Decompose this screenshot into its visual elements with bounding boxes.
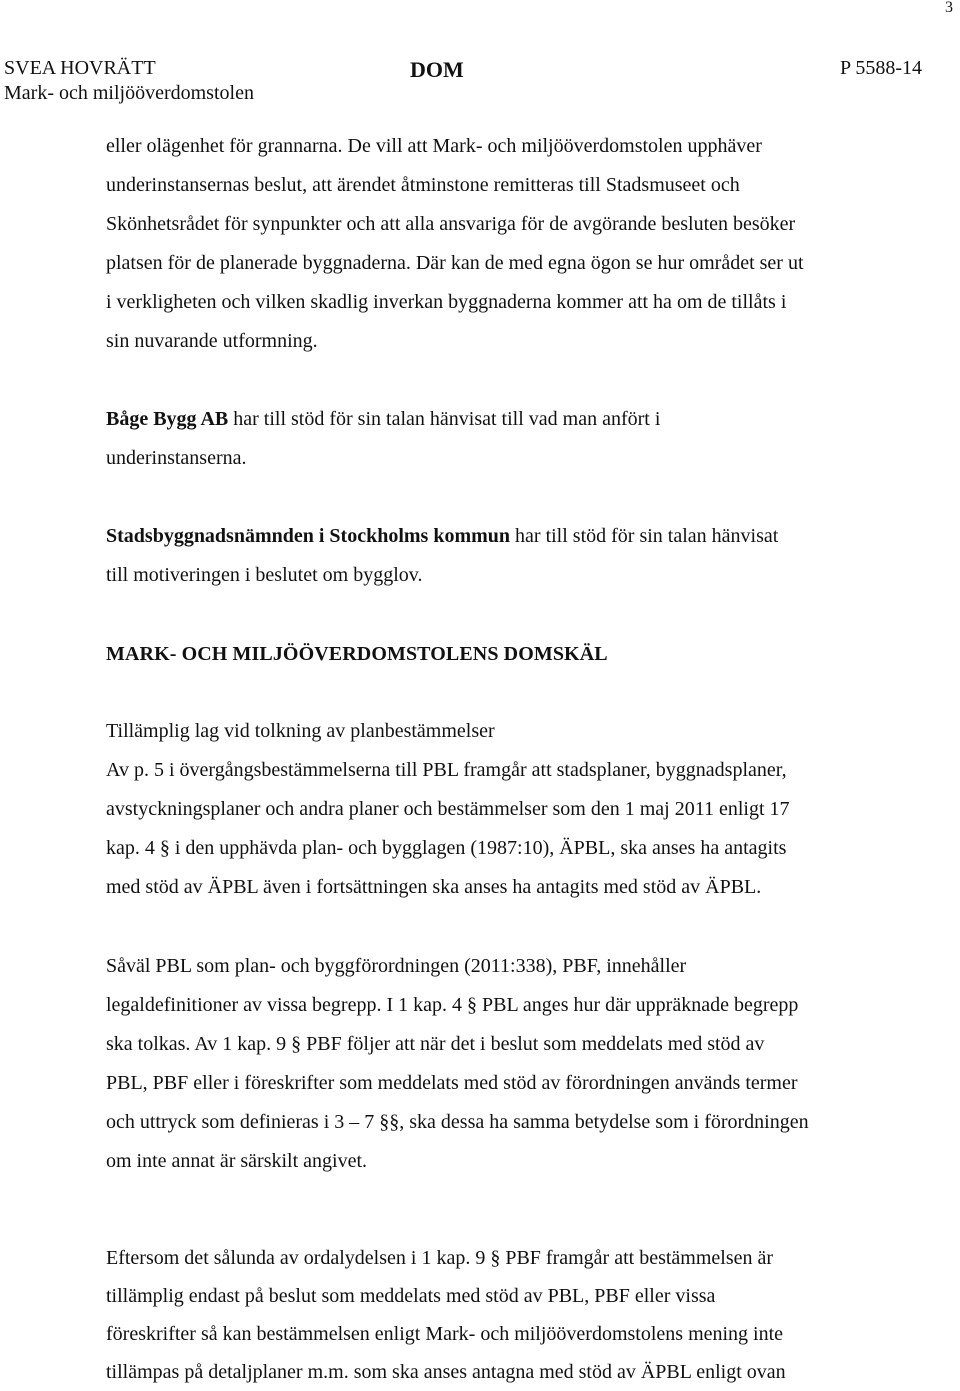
subsection-heading: Tillämplig lag vid tolkning av planbestämmelser <box>106 720 495 742</box>
paragraph-line: om inte annat är särskilt angivet. <box>106 1150 368 1172</box>
paragraph-line: Såväl PBL som plan- och byggförordningen (2011:338), PBF, innehåller <box>106 955 687 977</box>
court-name: SVEA HOVRÄTT <box>4 57 156 79</box>
paragraph-line: tillämplig endast på beslut som meddelats med stöd av PBL, PBF eller vissa <box>106 1285 716 1307</box>
paragraph-legal-definitions <box>106 947 809 1181</box>
paragraph-line: avstyckningsplaner och andra planer och bestämmelser som den 1 maj 2011 enligt 17 <box>106 798 790 820</box>
paragraph-line: och uttryck som definieras i 3 – 7 §§, ska dessa ha samma betydelse som i förordningen <box>106 1111 809 1133</box>
paragraph-line <box>106 517 778 556</box>
paragraph-line: föreskrifter så kan bestämmelsen enligt Mark- och miljööverdomstolens mening inte <box>106 1323 784 1345</box>
paragraph-line: eller olägenhet för grannarna. De vill att Mark- och miljööverdomstolen upphäver <box>106 135 762 157</box>
paragraph-bage-bygg <box>106 400 660 478</box>
paragraph-stadsbyggnadsnamnden <box>106 517 778 595</box>
paragraph-conclusion <box>106 1239 786 1391</box>
paragraph-line: platsen för de planerade byggnaderna. Där kan de med egna ögon se hur området ser ut <box>106 252 804 274</box>
paragraph-text: har till stöd för sin talan hänvisat <box>515 525 779 547</box>
section-heading: MARK- OCH MILJÖÖVERDOMSTOLENS DOMSKÄL <box>106 643 608 665</box>
paragraph-line: i verkligheten och vilken skadlig inverkan byggnaderna kommer att ha om de tillåts i <box>106 291 787 313</box>
paragraph-line: till motiveringen i beslutet om bygglov. <box>106 564 423 586</box>
party-name: Stadsbyggnadsnämnden i Stockholms kommun <box>106 525 511 547</box>
paragraph-line: Av p. 5 i övergångsbestämmelserna till PBL framgår att stadsplaner, byggnadsplaner, <box>106 759 787 781</box>
document-type: DOM <box>410 57 464 82</box>
paragraph-transitional-provisions <box>106 751 790 907</box>
paragraph-line <box>106 400 660 439</box>
paragraph-line: tillämpas på detaljplaner m.m. som ska anses antagna med stöd av ÄPBL enligt ovan <box>106 1361 786 1383</box>
paragraph-line: sin nuvarande utformning. <box>106 330 318 352</box>
paragraph-line: Skönhetsrådet för synpunkter och att alla ansvariga för de avgörande besluten besöker <box>106 213 796 235</box>
paragraph-line: legaldefinitioner av vissa begrepp. I 1 kap. 4 § PBL anges hur där uppräknade begrepp <box>106 994 799 1016</box>
paragraph-line: PBL, PBF eller i föreskrifter som meddelats med stöd av förordningen används termer <box>106 1072 798 1094</box>
paragraph-line: med stöd av ÄPBL även i fortsättningen ska anses ha antagits med stöd av ÄPBL. <box>106 876 762 898</box>
header-court-block <box>4 56 254 106</box>
paragraph-line: kap. 4 § i den upphävda plan- och bygglagen (1987:10), ÄPBL, ska anses ha antagits <box>106 837 787 859</box>
paragraph-line: underinstanserna. <box>106 447 247 469</box>
page-number: 3 <box>945 0 953 16</box>
case-number: P 5588-14 <box>839 57 922 79</box>
party-name: Båge Bygg AB <box>106 408 229 430</box>
paragraph-line: Eftersom det sålunda av ordalydelsen i 1 kap. 9 § PBF framgår att bestämmelsen är <box>106 1247 774 1269</box>
paragraph-text: har till stöd för sin talan hänvisat till vad man anfört i <box>233 408 661 430</box>
court-division: Mark- och miljööverdomstolen <box>4 82 254 104</box>
paragraph-line: underinstansernas beslut, att ärendet åtminstone remitteras till Stadsmuseet och <box>106 174 740 196</box>
paragraph-appellant-requests <box>106 127 804 361</box>
paragraph-line: ska tolkas. Av 1 kap. 9 § PBF följer att när det i beslut som meddelats med stöd av <box>106 1033 765 1055</box>
